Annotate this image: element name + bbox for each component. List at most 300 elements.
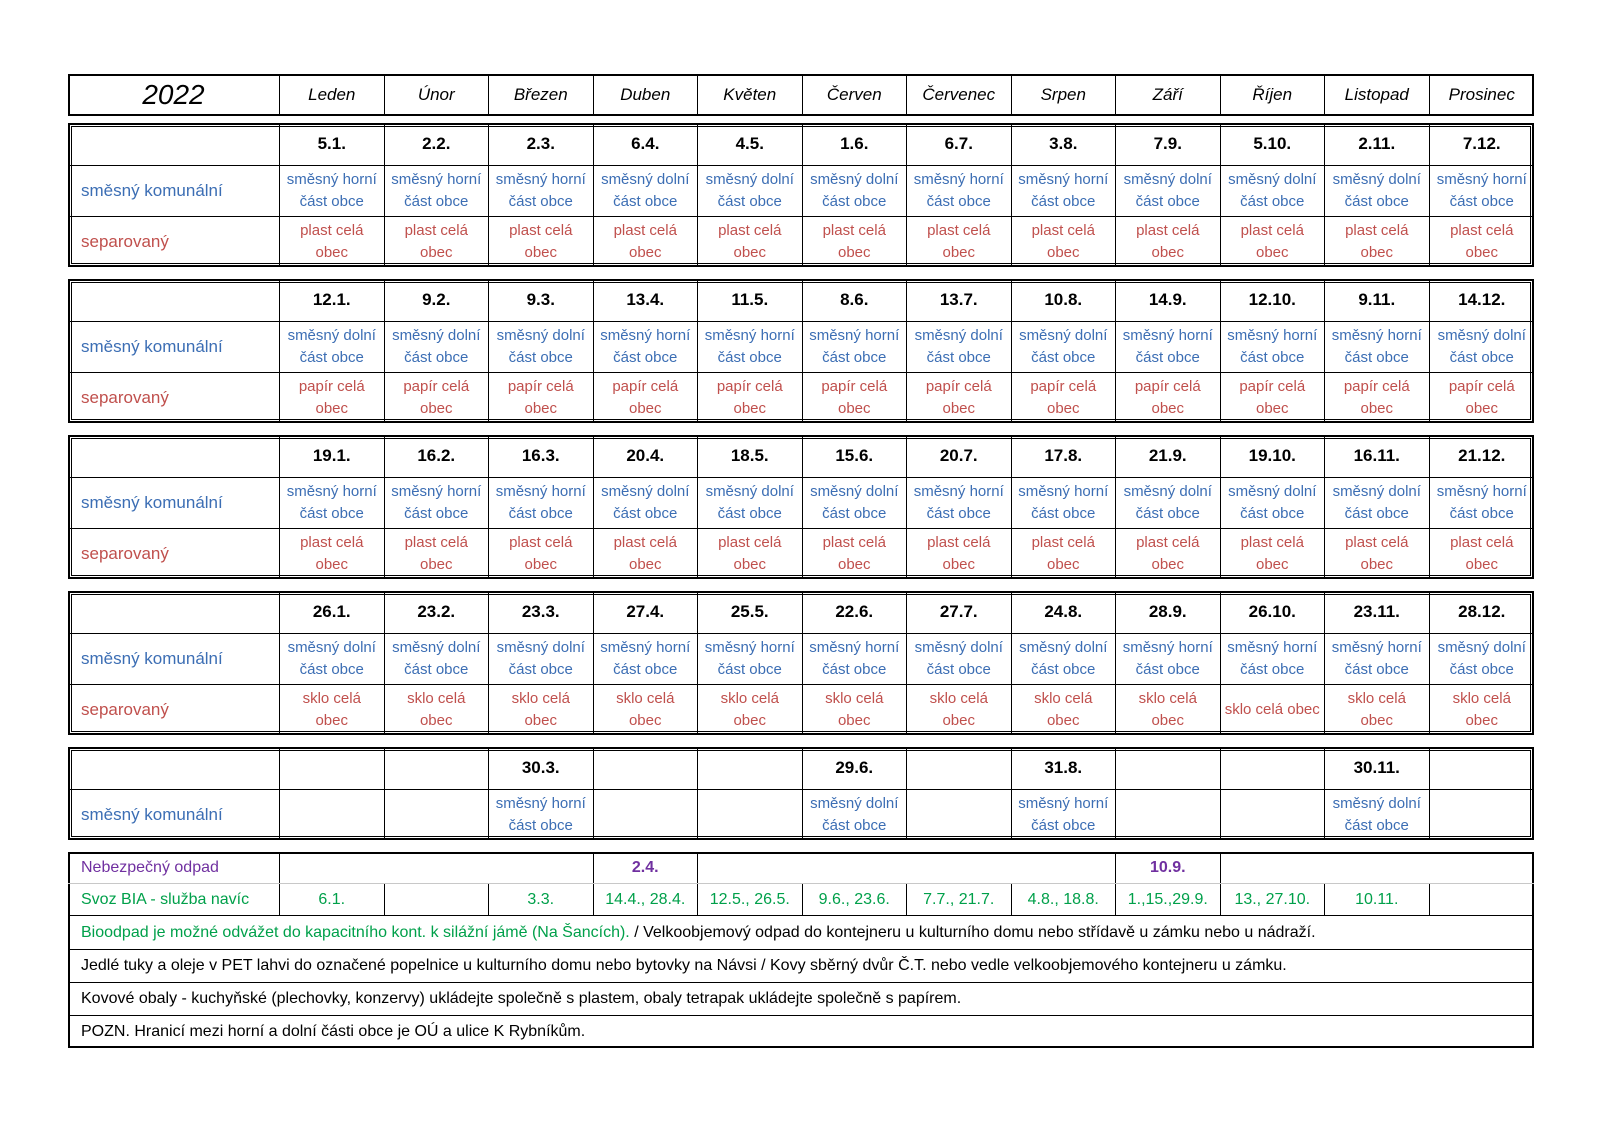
mixed-line-2: část obce: [1135, 193, 1200, 210]
mixed-waste-cell: [1221, 166, 1326, 216]
mixed-waste-row: [68, 478, 1534, 529]
bio-cell: 3.3.: [489, 884, 594, 915]
mixed-waste-cell: [1221, 634, 1326, 684]
date-cell: 9.2.: [385, 279, 490, 321]
mixed-waste-text: [1227, 637, 1317, 681]
date-cell: 1.6.: [803, 123, 908, 165]
mixed-line-2: část obce: [1031, 661, 1096, 678]
separated-line-1: plast celá: [1345, 222, 1409, 239]
mixed-waste-cell: [1430, 790, 1535, 840]
mixed-line-2: část obce: [822, 193, 887, 210]
mixed-waste-text: [810, 481, 898, 525]
mixed-waste-cell: [594, 322, 699, 372]
mixed-waste-cell: [803, 634, 908, 684]
separated-waste-cell: [1430, 685, 1535, 735]
mixed-waste-cell: [385, 634, 490, 684]
mixed-line-2: část obce: [1031, 817, 1096, 834]
mixed-line-1: směsný dolní: [1228, 171, 1317, 188]
separated-line-1: plast celá: [1240, 222, 1304, 239]
mixed-waste-cell: [1012, 634, 1117, 684]
hazardous-label: Nebezpečný odpad: [68, 852, 280, 883]
date-cell: 10.8.: [1012, 279, 1117, 321]
separated-line-2: obec: [524, 400, 558, 417]
date-row: [68, 747, 1534, 790]
mixed-line-1: směsný dolní: [496, 639, 585, 656]
schedule-block-5: [68, 747, 1534, 840]
mixed-waste-cell: [385, 322, 490, 372]
separated-waste-text: [1450, 220, 1513, 264]
separated-waste-row: [68, 529, 1534, 579]
mixed-waste-cell: [1221, 322, 1326, 372]
mixed-line-2: část obce: [1240, 661, 1305, 678]
mixed-waste-cell: [1325, 790, 1430, 840]
mixed-waste-cell: [803, 166, 908, 216]
separated-waste-cell: [1221, 217, 1326, 267]
mixed-waste-text: [810, 169, 898, 213]
separated-waste-text: [616, 688, 674, 732]
mixed-waste-text: [391, 481, 481, 525]
month-dec: Prosinec: [1448, 85, 1515, 104]
mixed-waste-text: [914, 169, 1004, 213]
mixed-line-1: směsný horní: [1436, 483, 1527, 500]
separated-waste-text: [403, 376, 469, 420]
separated-line-1: plast celá: [613, 534, 677, 551]
mixed-waste-cell: [1325, 166, 1430, 216]
mixed-line-2: část obce: [613, 193, 678, 210]
mixed-line-2: část obce: [613, 349, 678, 366]
date-cell: [280, 747, 385, 789]
separated-line-1: plast celá: [718, 222, 782, 239]
separated-waste-text: [930, 688, 988, 732]
separated-line-1: plast celá: [1136, 222, 1200, 239]
separated-waste-cell: [1116, 529, 1221, 579]
separated-line-1: plast celá: [404, 534, 468, 551]
separated-line-1: sklo celá: [407, 690, 466, 707]
separated-waste-text: [823, 220, 886, 264]
separated-waste-cell: [803, 217, 908, 267]
note-bioodpad: [68, 916, 1534, 949]
month-jan: Leden: [280, 74, 385, 116]
mixed-line-1: směsný horní: [1018, 171, 1109, 188]
mixed-line-2: část obce: [717, 505, 782, 522]
separated-line-2: obec: [1360, 400, 1394, 417]
mixed-line-2: část obce: [1449, 349, 1514, 366]
mixed-waste-cell: [698, 478, 803, 528]
separated-waste-text: [1453, 688, 1511, 732]
separated-waste-text: [1225, 699, 1320, 721]
mixed-waste-cell: [594, 166, 699, 216]
separated-line-1: sklo celá obec: [1224, 701, 1320, 718]
mixed-waste-text: [497, 325, 585, 369]
mixed-line-2: část obce: [1344, 193, 1409, 210]
separated-waste-text: [821, 376, 887, 420]
date-cell: 13.4.: [594, 279, 699, 321]
separated-line-1: plast celá: [1031, 222, 1095, 239]
mixed-line-2: část obce: [508, 505, 573, 522]
date-cell: 16.11.: [1325, 435, 1430, 477]
separated-line-2: obec: [1255, 400, 1289, 417]
separated-waste-text: [1032, 532, 1095, 576]
separated-line-2: obec: [1465, 400, 1499, 417]
mixed-waste-text: [1332, 637, 1422, 681]
separated-line-1: papír celá: [507, 378, 574, 395]
separated-waste-text: [1136, 532, 1199, 576]
mixed-waste-text: [496, 481, 586, 525]
mixed-waste-text: [392, 637, 480, 681]
mixed-waste-text: [600, 637, 690, 681]
separated-line-2: obec: [524, 556, 558, 573]
mixed-waste-text: [392, 325, 480, 369]
separated-waste-text: [1032, 220, 1095, 264]
mixed-waste-cell: [1325, 322, 1430, 372]
separated-line-1: plast celá: [822, 534, 886, 551]
separated-waste-text: [614, 532, 677, 576]
mixed-line-1: směsný horní: [704, 327, 795, 344]
collection-blocks: [68, 123, 1534, 852]
month-nov: Listopad: [1325, 74, 1430, 116]
hazardous-cell: 10.9.: [1116, 852, 1221, 883]
separated-line-2: obec: [419, 400, 453, 417]
mixed-waste-text: [1438, 637, 1526, 681]
separated-line-1: plast celá: [927, 534, 991, 551]
separated-waste-cell: [1221, 529, 1326, 579]
mixed-waste-text: [1228, 481, 1316, 525]
mixed-waste-cell: [489, 166, 594, 216]
mixed-line-2: část obce: [822, 817, 887, 834]
mixed-waste-text: [706, 169, 794, 213]
separated-line-1: plast celá: [613, 222, 677, 239]
date-cell: 24.8.: [1012, 591, 1117, 633]
mixed-waste-text: [810, 793, 898, 837]
date-cell: 7.12.: [1462, 134, 1501, 153]
separated-waste-text: [927, 220, 990, 264]
separated-waste-text: [405, 220, 468, 264]
separated-waste-cell: [698, 529, 803, 579]
mixed-waste-text: [1437, 481, 1527, 525]
separated-waste-cell: [698, 373, 803, 423]
mixed-waste-cell: [280, 790, 385, 840]
separated-waste-cell: [280, 217, 385, 267]
date-cell: [907, 747, 1012, 789]
separated-line-2: obec: [837, 556, 871, 573]
mixed-waste-text: [496, 169, 586, 213]
separated-waste-text: [1345, 220, 1408, 264]
date-cell: 9.11.: [1325, 279, 1430, 321]
separated-line-2: obec: [733, 712, 766, 729]
separated-line-2: obec: [837, 244, 871, 261]
separated-line-1: papír celá: [1239, 378, 1306, 395]
mixed-line-1: směsný dolní: [601, 483, 690, 500]
separated-waste-label: separovaný: [68, 685, 280, 735]
separated-waste-text: [718, 532, 781, 576]
date-cell: 30.3.: [489, 747, 594, 789]
mixed-line-1: směsný horní: [913, 171, 1004, 188]
separated-line-2: obec: [1151, 556, 1185, 573]
mixed-waste-row: [68, 166, 1534, 217]
separated-waste-text: [303, 688, 361, 732]
separated-waste-text: [1239, 376, 1305, 420]
mixed-line-1: směsný dolní: [392, 327, 481, 344]
schedule-block-3: [68, 435, 1534, 579]
separated-line-1: papír celá: [1448, 378, 1515, 395]
mixed-waste-cell: [1116, 322, 1221, 372]
bio-label: Svoz BIA - služba navíc: [68, 884, 280, 915]
mixed-waste-cell: [1012, 790, 1117, 840]
date-cell: 21.12.: [1458, 446, 1506, 465]
mixed-line-1: směsný horní: [1018, 795, 1109, 812]
date-cell: 11.5.: [698, 279, 803, 321]
mixed-waste-text: [705, 325, 795, 369]
mixed-waste-cell: [1430, 634, 1535, 684]
mixed-line-1: směsný horní: [809, 639, 900, 656]
separated-waste-text: [1034, 688, 1092, 732]
separated-line-1: papír celá: [925, 378, 992, 395]
mixed-waste-text: [1227, 325, 1317, 369]
mixed-line-1: směsný horní: [391, 483, 482, 500]
mixed-line-1: směsný horní: [809, 327, 900, 344]
separated-line-2: obec: [942, 400, 976, 417]
separated-waste-cell: [803, 529, 908, 579]
mixed-line-1: směsný horní: [1227, 327, 1318, 344]
mixed-line-2: část obce: [404, 349, 469, 366]
separated-waste-text: [721, 688, 779, 732]
mixed-line-2: část obce: [1031, 349, 1096, 366]
separated-waste-cell: [1430, 529, 1535, 579]
separated-line-2: obec: [1151, 712, 1184, 729]
date-cell: 23.11.: [1325, 591, 1430, 633]
date-cell: 12.10.: [1221, 279, 1326, 321]
separated-line-2: obec: [1151, 244, 1185, 261]
separated-line-1: papír celá: [1343, 378, 1410, 395]
date-cell: [1116, 747, 1221, 789]
schedule-block-1: [68, 123, 1534, 267]
separated-waste-text: [1136, 220, 1199, 264]
bio-cell: [385, 884, 490, 915]
mixed-line-2: část obce: [404, 505, 469, 522]
mixed-waste-cell: [385, 790, 490, 840]
date-cell: 16.3.: [489, 435, 594, 477]
mixed-line-2: část obce: [299, 505, 364, 522]
separated-line-2: obec: [315, 244, 349, 261]
mixed-line-2: část obce: [613, 505, 678, 522]
separated-waste-row: [68, 685, 1534, 735]
date-cell: 31.8.: [1012, 747, 1117, 789]
mixed-line-1: směsný horní: [704, 639, 795, 656]
separated-waste-label: separovaný: [68, 373, 280, 423]
mixed-line-1: směsný dolní: [1019, 639, 1108, 656]
separated-waste-cell: [1221, 685, 1326, 735]
mixed-waste-text: [287, 169, 377, 213]
mixed-waste-text: [287, 481, 377, 525]
schedule-block-2: [68, 279, 1534, 423]
mixed-waste-label: směsný komunální: [68, 166, 280, 216]
bio-cell: 4.8., 18.8.: [1012, 884, 1117, 915]
mixed-line-1: směsný dolní: [1332, 483, 1421, 500]
date-cell: 30.11.: [1325, 747, 1430, 789]
mixed-line-2: část obce: [822, 505, 887, 522]
note-bioodpad-green: Bioodpad je možné odvážet do kapacitního kont. k silážní jámě (Na Šancích).: [81, 923, 630, 941]
mixed-line-1: směsný dolní: [1332, 171, 1421, 188]
mixed-line-1: směsný dolní: [392, 639, 481, 656]
mixed-waste-cell: [1116, 478, 1221, 528]
separated-line-2: obec: [628, 556, 662, 573]
separated-waste-cell: [489, 373, 594, 423]
bio-cell: 1.,15.,29.9.: [1116, 884, 1221, 915]
mixed-line-1: směsný horní: [600, 327, 691, 344]
mixed-line-2: část obce: [613, 661, 678, 678]
separated-line-1: papír celá: [612, 378, 679, 395]
separated-waste-cell: [1325, 529, 1430, 579]
separated-waste-cell: [1116, 685, 1221, 735]
date-row: [68, 279, 1534, 322]
mixed-line-1: směsný dolní: [1228, 483, 1317, 500]
mixed-waste-cell: [907, 322, 1012, 372]
separated-line-2: obec: [1046, 244, 1080, 261]
mixed-line-2: část obce: [1344, 349, 1409, 366]
date-cell: 19.10.: [1221, 435, 1326, 477]
mixed-line-2: část obce: [508, 661, 573, 678]
mixed-waste-text: [601, 169, 689, 213]
separated-line-2: obec: [733, 244, 767, 261]
separated-waste-label: separovaný: [68, 217, 280, 267]
separated-line-2: obec: [628, 712, 662, 729]
month-aug: Srpen: [1012, 74, 1117, 116]
separated-waste-cell: [907, 373, 1012, 423]
mixed-waste-cell: [280, 478, 385, 528]
mixed-waste-cell: [1325, 478, 1430, 528]
mixed-waste-cell: [803, 790, 908, 840]
separated-line-2: obec: [628, 244, 662, 261]
mixed-waste-text: [1018, 169, 1108, 213]
mixed-waste-text: [601, 481, 689, 525]
mixed-waste-text: [915, 637, 1003, 681]
mixed-line-2: část obce: [926, 349, 991, 366]
mixed-line-2: část obce: [1344, 505, 1409, 522]
mixed-waste-text: [1333, 169, 1421, 213]
date-cell: 16.2.: [385, 435, 490, 477]
mixed-waste-cell: [1012, 166, 1117, 216]
mixed-waste-cell: [489, 322, 594, 372]
mixed-waste-text: [1332, 325, 1422, 369]
separated-waste-cell: [1325, 217, 1430, 267]
separated-line-2: obec: [315, 400, 349, 417]
separated-waste-text: [509, 532, 572, 576]
mixed-line-2: část obce: [1449, 505, 1514, 522]
mixed-line-2: část obce: [1449, 661, 1514, 678]
mixed-line-2: část obce: [1240, 349, 1305, 366]
mixed-waste-cell: [280, 634, 385, 684]
separated-waste-cell: [385, 373, 490, 423]
mixed-line-2: část obce: [717, 193, 782, 210]
mixed-waste-cell: [1116, 166, 1221, 216]
separated-waste-text: [612, 376, 678, 420]
separated-line-2: obec: [628, 400, 662, 417]
separated-waste-cell: [1430, 373, 1535, 423]
date-cell: [1221, 747, 1326, 789]
separated-line-2: obec: [524, 244, 558, 261]
separated-waste-text: [407, 688, 465, 732]
mixed-waste-cell: [907, 634, 1012, 684]
mixed-waste-text: [288, 325, 376, 369]
mixed-line-1: směsný dolní: [810, 171, 899, 188]
separated-waste-text: [823, 532, 886, 576]
separated-waste-cell: [1012, 685, 1117, 735]
separated-line-2: obec: [1046, 400, 1080, 417]
mixed-line-1: směsný horní: [600, 639, 691, 656]
mixed-waste-label: směsný komunální: [68, 478, 280, 528]
separated-line-2: obec: [1360, 712, 1393, 729]
separated-waste-cell: [1012, 529, 1117, 579]
separated-line-1: papír celá: [403, 378, 470, 395]
mixed-line-1: směsný dolní: [287, 327, 376, 344]
date-cell: 2.11.: [1325, 123, 1430, 165]
separated-waste-cell: [1012, 217, 1117, 267]
separated-waste-cell: [280, 373, 385, 423]
separated-waste-text: [718, 220, 781, 264]
separated-waste-cell: [489, 217, 594, 267]
separated-waste-text: [509, 220, 572, 264]
separated-waste-cell: [907, 217, 1012, 267]
mixed-waste-text: [496, 793, 586, 837]
separated-line-1: plast celá: [718, 534, 782, 551]
separated-waste-cell: [1430, 217, 1535, 267]
separated-waste-cell: [280, 529, 385, 579]
separated-waste-cell: [1012, 373, 1117, 423]
separated-waste-cell: [907, 685, 1012, 735]
separated-line-1: sklo celá: [825, 690, 884, 707]
bio-cell: 7.7., 21.7.: [907, 884, 1012, 915]
month-jul: Červenec: [907, 74, 1012, 116]
date-cell: 25.5.: [698, 591, 803, 633]
mixed-line-2: část obce: [926, 193, 991, 210]
mixed-waste-cell: [698, 634, 803, 684]
separated-line-1: plast celá: [404, 222, 468, 239]
bio-cell: 6.1.: [280, 884, 385, 915]
month-may: Květen: [698, 74, 803, 116]
separated-line-1: papír celá: [821, 378, 888, 395]
separated-line-2: obec: [1046, 556, 1080, 573]
separated-waste-text: [1241, 532, 1304, 576]
separated-waste-cell: [385, 529, 490, 579]
separated-line-2: obec: [733, 400, 767, 417]
year-label: 2022: [68, 74, 280, 116]
separated-line-1: papír celá: [1134, 378, 1201, 395]
separated-line-1: plast celá: [1031, 534, 1095, 551]
date-cell: 7.9.: [1116, 123, 1221, 165]
separated-waste-text: [1345, 532, 1408, 576]
mixed-line-1: směsný horní: [1331, 639, 1422, 656]
hazardous-cell: 2.4.: [594, 852, 699, 883]
mixed-line-2: část obce: [508, 193, 573, 210]
mixed-waste-text: [1333, 481, 1421, 525]
hazardous-waste-row: [68, 852, 1534, 884]
separated-line-2: obec: [419, 556, 453, 573]
mixed-line-1: směsný horní: [1436, 171, 1527, 188]
mixed-line-1: směsný horní: [495, 171, 586, 188]
mixed-line-1: směsný horní: [495, 483, 586, 500]
mixed-line-1: směsný dolní: [810, 795, 899, 812]
schedule-block-4: [68, 591, 1534, 735]
month-sep: Září: [1116, 74, 1221, 116]
mixed-line-1: směsný horní: [1227, 639, 1318, 656]
separated-line-1: plast celá: [1450, 534, 1514, 551]
separated-waste-text: [300, 532, 363, 576]
date-cell: 9.3.: [489, 279, 594, 321]
separated-waste-cell: [385, 217, 490, 267]
mixed-waste-cell: [489, 478, 594, 528]
separated-waste-text: [927, 532, 990, 576]
date-cell: [698, 747, 803, 789]
